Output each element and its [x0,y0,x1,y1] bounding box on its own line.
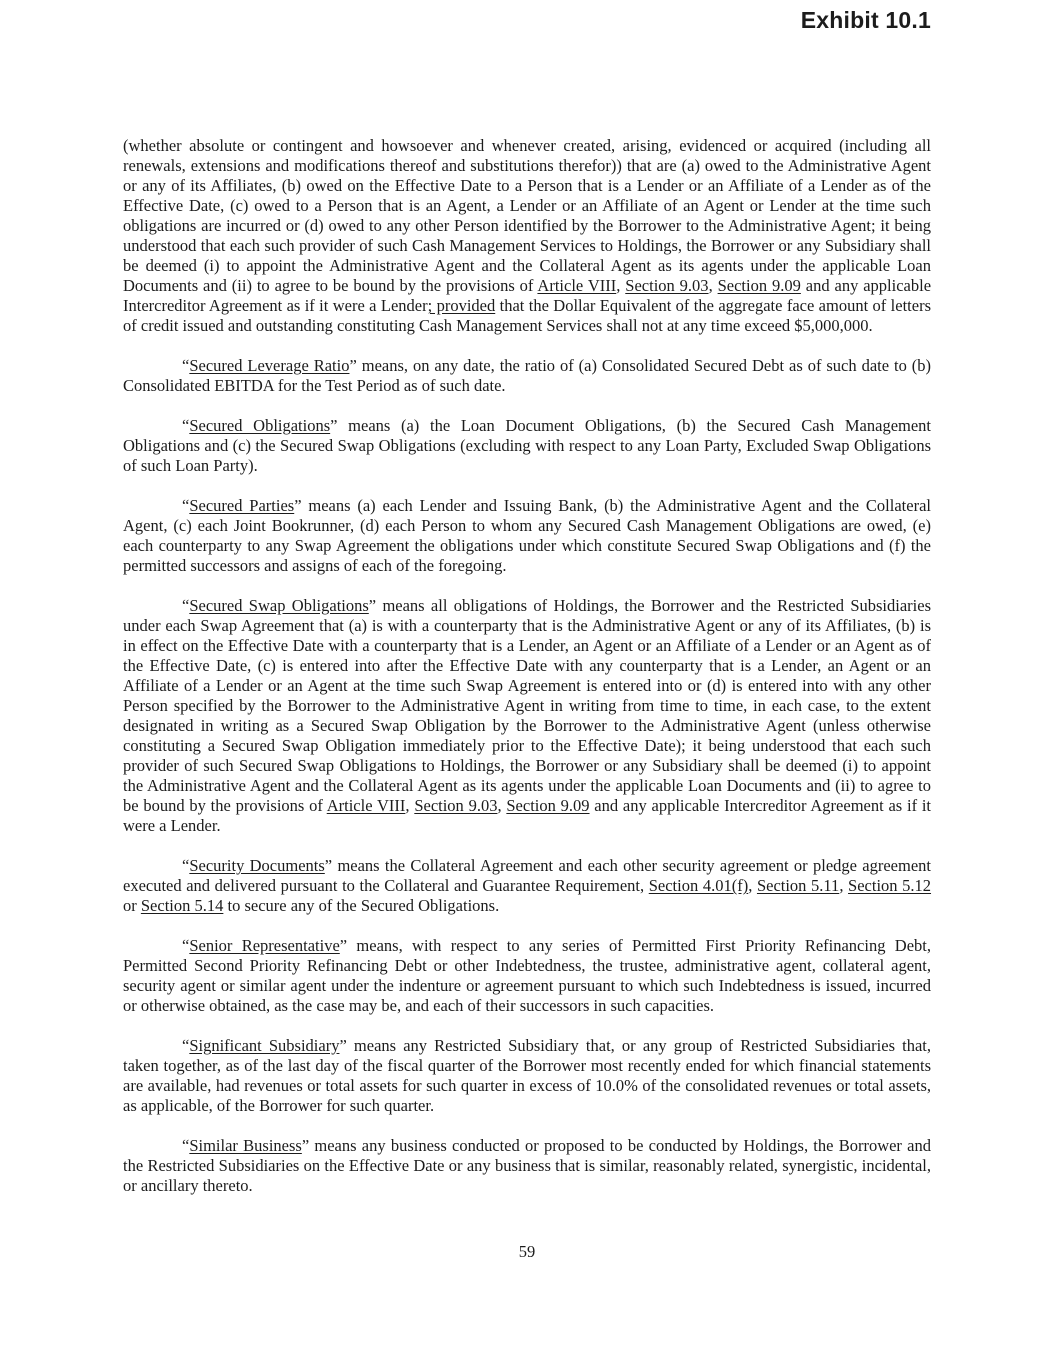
paragraph-secured-parties [123,496,931,576]
underlined-term: Article VIII [326,796,406,815]
underlined-term: Section 5.12 [848,876,932,895]
text-run: , [708,276,718,295]
text-run: “ [182,1036,190,1055]
text-run: , [405,796,415,815]
underlined-term: Article VIII [537,276,617,295]
underlined-term: Similar Business [189,1136,302,1155]
underlined-term: Security Documents [189,856,325,875]
text-run: “ [182,596,190,615]
text-run: and any applicable Intercreditor Agreement as if it were a Lender. [123,796,932,835]
paragraph-security-documents [123,856,931,916]
underlined-term: Section 9.09 [717,276,801,295]
underlined-term: Section 5.11 [756,876,840,895]
document-body [123,136,931,1196]
text-run: “ [182,856,190,875]
paragraph-secured-obligations [123,416,931,476]
text-run: ” means any Restricted Subsidiary that, or any group of Restricted Subsidiaries that, taken together, as of the last day of the fiscal quarter of the Borrower most recently ended for which financial statements are available, had revenues or total assets for such quarter in excess of 10.0% of the consolidated revenues or total assets, as applicable, of the Borrower for such quarter. [123,1036,931,1115]
exhibit-label: Exhibit 10.1 [800,7,931,33]
paragraph-cash-management-continuation [123,136,931,336]
text-run: “ [182,496,190,515]
paragraph-senior-representative [123,936,931,1016]
text-run: ” means (a) each Lender and Issuing Bank, (b) the Administrative Agent and the Collateral Agent, (c) each Joint Bookrunner, (d) each Person to whom any Secured Cash Management Obligations are owed, (e) each counterparty to any Swap Agreement the obligations under which constitute Secured Swap Obligations and (f) the permitted successors and assigns of each of the foregoing. [123,496,931,575]
text-run: “ [182,416,190,435]
text-run: ” means (a) the Loan Document Obligations, (b) the Secured Cash Management Obligations and (c) the Secured Swap Obligations (excluding with respect to any Loan Party, Excluded Swap Obligations of such Loan Party). [123,416,932,475]
text-run: ” means the Collateral Agreement and each other security agreement or pledge agreement executed and delivered pursuant to the Collateral and Guarantee Requirement, [123,856,932,895]
paragraph-secured-leverage-ratio [123,356,931,396]
text-run: (whether absolute or contingent and howsoever and whenever created, arising, evidenced or acquired (including all renewals, extensions and modifications thereof and substitutions therefor)) that are (a) owed to the Administrative Agent or any of its Affiliates, (b) owed on the Effective Date to a Person that is a Lender or an Affiliate of a Lender as of the Effective Date, (c) owed to a Person that is an Agent, a Lender or an Affiliate of an Agent or Lender at the time such obligations are incurred or (d) owed to any other Person identified by the Borrower to the Administrative Agent; it being understood that each such provider of such Cash Management Services to Holdings, the Borrower or any Subsidiary shall be deemed (i) to appoint the Administrative Agent and the Collateral Agent as its agents under the applicable Loan Documents and (ii) to agree to be bound by the provisions of [123,136,931,295]
text-run: or [123,896,141,915]
underlined-term: Significant Subsidiary [189,1036,340,1055]
underlined-term: Section 9.09 [506,796,590,815]
text-run: and any applicable Intercreditor Agreement as if it were a Lender [123,276,932,315]
underlined-term: Secured Leverage Ratio [189,356,350,375]
underlined-term: Section 5.14 [140,896,224,915]
underlined-term: Secured Swap Obligations [189,596,369,615]
text-run: , [839,876,849,895]
underlined-term: ; provided [427,296,496,315]
underlined-term: Section 9.03 [414,796,498,815]
page-number: 59 [518,1242,536,1261]
text-run: “ [182,356,190,375]
text-run: ” means, on any date, the ratio of (a) Consolidated Secured Debt as of such date to (b) Consolidated EBITDA for the Test Period as of such date. [123,356,931,395]
paragraph-secured-swap-obligations [123,596,931,836]
underlined-term: Section 4.01(f) [648,876,749,895]
text-run: to secure any of the Secured Obligations. [223,896,500,915]
text-run: ” means, with respect to any series of Permitted First Priority Refinancing Debt, Permitted Second Priority Refinancing Debt or other Indebtedness, the trustee, administrative agent, collateral agent, security agent or similar agent under the indenture or agreement pursuant to which such Indebtedness is issued, incurred or otherwise obtained, as the case may be, and each of their successors in such capacities. [123,936,931,1015]
underlined-term: Secured Obligations [189,416,331,435]
text-run: , [616,276,626,295]
underlined-term: Section 9.03 [625,276,709,295]
underlined-term: Secured Parties [189,496,295,515]
text-run: ” means any business conducted or proposed to be conducted by Holdings, the Borrower and the Restricted Subsidiaries on the Effective Date or any business that is similar, reasonably related, synergistic, incidental, or ancillary thereto. [123,1136,931,1195]
text-run: “ [182,1136,190,1155]
text-run: “ [182,936,190,955]
paragraph-significant-subsidiary [123,1036,931,1116]
text-run: that the Dollar Equivalent of the aggregate face amount of letters of credit issued and outstanding constituting Cash Management Services shall not at any time exceed $5,000,000. [123,296,931,335]
text-run: ” means all obligations of Holdings, the Borrower and the Restricted Subsidiaries under each Swap Agreement that (a) is with a counterparty that is the Administrative Agent or any of its Affiliates, (b) is in effect on the Effective Date with a counterparty that is a Lender, an Agent or an Affiliate of a Lender or an Agent as of the Effective Date, (c) is entered into after the Effective Date with any counterparty that is a Lender, an Agent or an Affiliate of a Lender or an Agent at the time such Swap Agreement is entered into or (d) is entered into with any other Person specified by the Borrower to the Administrative Agent in writing from time to time, in each case, to the extent designated in writing as a Secured Swap Obligation by the Borrower to the Administrative Agent (unless otherwise constituting a Secured Swap Obligation immediately prior to the Effective Date); it being understood that each such provider of such Secured Swap Obligations to Holdings, the Borrower or any Subsidiary shall be deemed (i) to appoint the Administrative Agent and the Collateral Agent as its agents under the applicable Loan Documents and (ii) to agree to be bound by the provisions of [123,596,931,815]
text-run: , [497,796,507,815]
text-run: , [748,876,757,895]
paragraph-similar-business [123,1136,931,1196]
underlined-term: Senior Representative [189,936,340,955]
